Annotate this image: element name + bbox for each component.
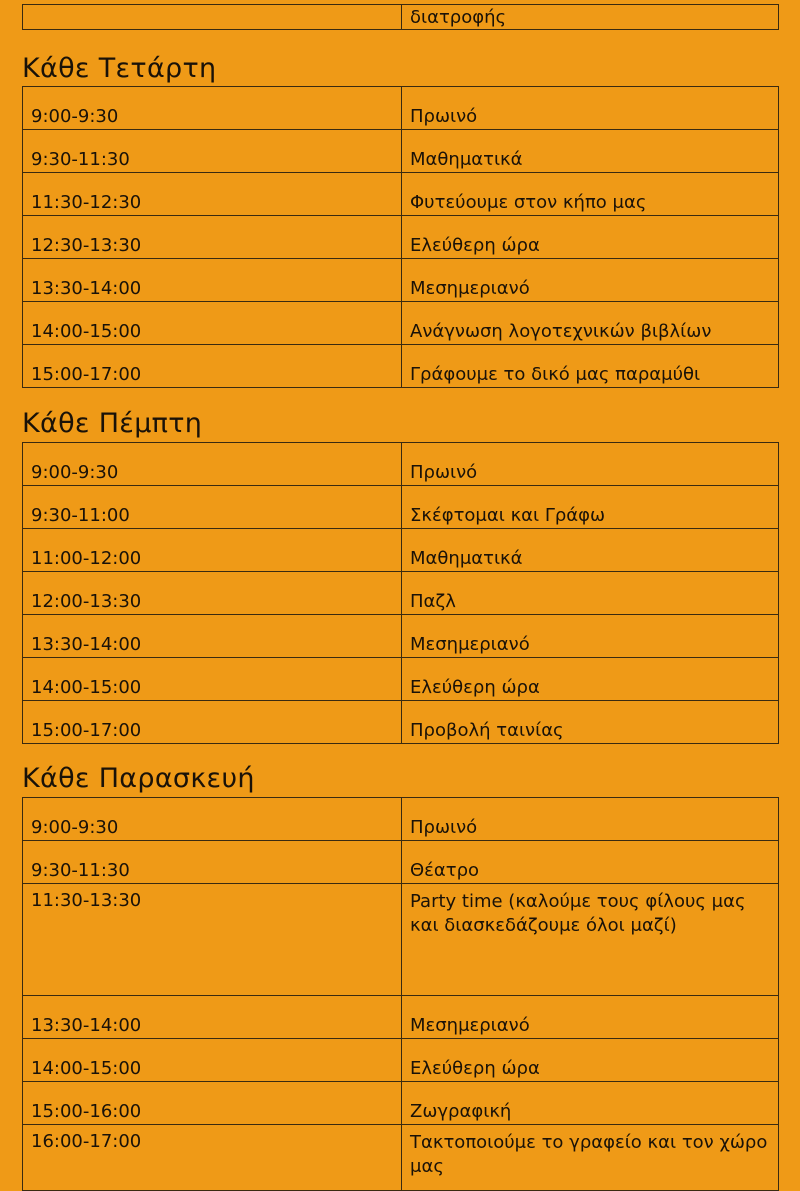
activity-cell: Πρωινό: [402, 87, 779, 130]
schedule-table-wednesday: [22, 86, 779, 388]
schedule-table-thursday: [22, 442, 779, 744]
table-row: [23, 259, 779, 302]
activity-cell: Γράφουμε το δικό μας παραμύθι: [402, 345, 779, 388]
time-cell: 14:00-15:00: [23, 1039, 402, 1082]
table-row: [23, 87, 779, 130]
table-row: [23, 1039, 779, 1082]
table-row: [23, 572, 779, 615]
time-cell: 16:00-17:00: [23, 1125, 402, 1191]
activity-cell: Ελεύθερη ώρα: [402, 216, 779, 259]
activity-cell: Ελεύθερη ώρα: [402, 658, 779, 701]
time-cell: 12:30-13:30: [23, 216, 402, 259]
table-row: [23, 216, 779, 259]
table-row: [23, 701, 779, 744]
time-cell: 15:00-16:00: [23, 1082, 402, 1125]
day-title-thursday: Κάθε Πέμπτη: [22, 408, 203, 439]
table-row: [23, 130, 779, 173]
activity-cell: Ανάγνωση λογοτεχνικών βιβλίων: [402, 302, 779, 345]
time-cell: 9:30-11:00: [23, 486, 402, 529]
time-cell: 11:00-12:00: [23, 529, 402, 572]
time-cell: 13:30-14:00: [23, 615, 402, 658]
time-cell: 9:30-11:30: [23, 130, 402, 173]
time-cell: 14:00-15:00: [23, 658, 402, 701]
time-cell: 12:00-13:30: [23, 572, 402, 615]
table-row: [23, 529, 779, 572]
schedule-table-friday: [22, 797, 779, 1191]
activity-cell: Παζλ: [402, 572, 779, 615]
activity-cell: διατροφής: [402, 5, 779, 30]
activity-cell: Ζωγραφική: [402, 1082, 779, 1125]
table-row: [23, 443, 779, 486]
table-row: [23, 173, 779, 216]
schedule-table-continued: [22, 4, 779, 30]
time-cell: 11:30-13:30: [23, 884, 402, 996]
day-title-wednesday: Κάθε Τετάρτη: [22, 53, 217, 84]
table-row: [23, 615, 779, 658]
activity-cell: Θέατρο: [402, 841, 779, 884]
time-cell: 15:00-17:00: [23, 345, 402, 388]
activity-cell: Προβολή ταινίας: [402, 701, 779, 744]
table-row: [23, 486, 779, 529]
table-row: [23, 841, 779, 884]
table-row: [23, 798, 779, 841]
time-cell: 15:00-17:00: [23, 701, 402, 744]
table-row: [23, 884, 779, 996]
activity-cell: Μεσημεριανό: [402, 259, 779, 302]
activity-cell: Μαθηματικά: [402, 529, 779, 572]
time-cell: 9:00-9:30: [23, 87, 402, 130]
time-cell: 9:30-11:30: [23, 841, 402, 884]
activity-cell: Πρωινό: [402, 443, 779, 486]
activity-cell: Τακτοποιούμε το γραφείο και τον χώρο μας: [402, 1125, 779, 1191]
activity-cell: Πρωινό: [402, 798, 779, 841]
time-cell: [23, 5, 402, 30]
table-row: [23, 658, 779, 701]
time-cell: 11:30-12:30: [23, 173, 402, 216]
table-row: [23, 302, 779, 345]
activity-cell: Μεσημεριανό: [402, 996, 779, 1039]
activity-cell: Party time (καλούμε τους φίλους μας και διασκεδάζουμε όλοι μαζί): [402, 884, 779, 996]
table-row: [23, 1082, 779, 1125]
time-cell: 13:30-14:00: [23, 996, 402, 1039]
activity-cell: Ελεύθερη ώρα: [402, 1039, 779, 1082]
table-row: [23, 5, 779, 30]
day-title-friday: Κάθε Παρασκευή: [22, 763, 255, 794]
time-cell: 9:00-9:30: [23, 798, 402, 841]
time-cell: 14:00-15:00: [23, 302, 402, 345]
time-cell: 13:30-14:00: [23, 259, 402, 302]
table-row: [23, 1125, 779, 1191]
activity-cell: Φυτεύουμε στον κήπο μας: [402, 173, 779, 216]
activity-cell: Μαθηματικά: [402, 130, 779, 173]
activity-cell: Σκέφτομαι και Γράφω: [402, 486, 779, 529]
table-row: [23, 345, 779, 388]
table-row: [23, 996, 779, 1039]
time-cell: 9:00-9:30: [23, 443, 402, 486]
activity-cell: Μεσημεριανό: [402, 615, 779, 658]
